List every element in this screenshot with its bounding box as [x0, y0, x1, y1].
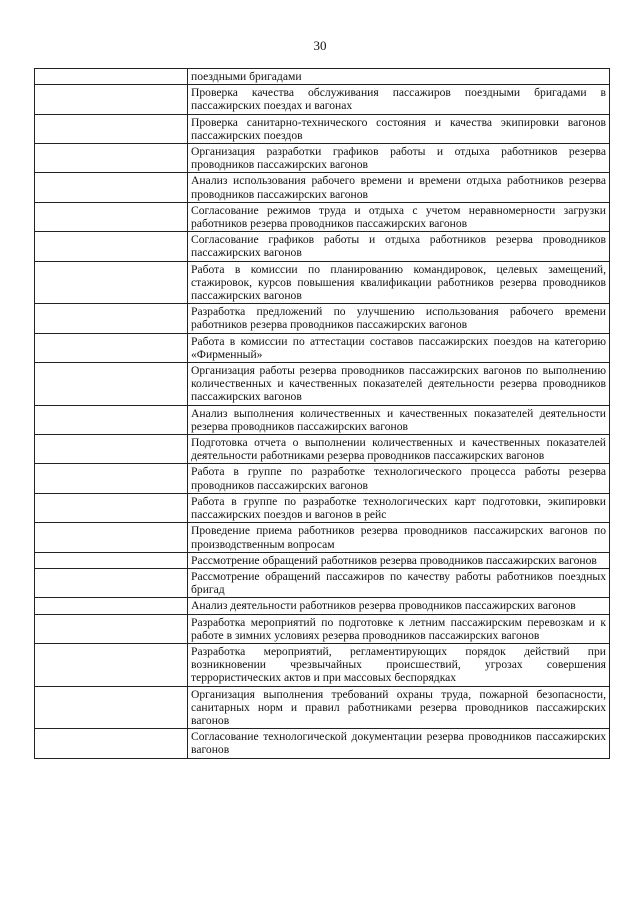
table-row — [35, 69, 610, 85]
duty-cell: Организация разработки графиков работы и отдыха работников резерва проводников пассажирских вагонов — [188, 144, 610, 173]
duty-cell: Согласование графиков работы и отдыха работников резерва проводников пассажирских вагонов — [188, 232, 610, 261]
table-row — [35, 686, 610, 729]
empty-left-cell — [35, 598, 188, 614]
empty-left-cell — [35, 405, 188, 434]
empty-left-cell — [35, 568, 188, 597]
duty-cell: Разработка мероприятий, регламентирующих порядок действий при возникновении чрезвычайных происшествий, угрозах совершения террористических актов и при массовых беспорядках — [188, 643, 610, 686]
empty-left-cell — [35, 261, 188, 304]
table-row — [35, 405, 610, 434]
table-row — [35, 493, 610, 522]
empty-left-cell — [35, 114, 188, 143]
duty-cell: Работа в комиссии по планированию командировок, целевых замещений, стажировок, курсов повышения квалификации работников резерва проводников пассажирских вагонов — [188, 261, 610, 304]
empty-left-cell — [35, 69, 188, 85]
table-row — [35, 261, 610, 304]
table-row — [35, 333, 610, 362]
empty-left-cell — [35, 493, 188, 522]
duty-cell: Анализ деятельности работников резерва проводников пассажирских вагонов — [188, 598, 610, 614]
duty-cell: Подготовка отчета о выполнении количественных и качественных показателей деятельности работниками резерва проводников пассажирских вагонов — [188, 435, 610, 464]
empty-left-cell — [35, 686, 188, 729]
duty-cell: Рассмотрение обращений работников резерва проводников пассажирских вагонов — [188, 552, 610, 568]
empty-left-cell — [35, 464, 188, 493]
table-row — [35, 729, 610, 758]
duty-cell: Проведение приема работников резерва проводников пассажирских вагонов по производственным вопросам — [188, 523, 610, 552]
empty-left-cell — [35, 729, 188, 758]
table-row — [35, 568, 610, 597]
duty-cell: поездными бригадами — [188, 69, 610, 85]
table-row — [35, 464, 610, 493]
empty-left-cell — [35, 144, 188, 173]
duty-cell: Согласование технологической документации резерва проводников пассажирских вагонов — [188, 729, 610, 758]
table-row — [35, 598, 610, 614]
duty-cell: Анализ выполнения количественных и качественных показателей деятельности резерва проводников пассажирских вагонов — [188, 405, 610, 434]
table-row — [35, 435, 610, 464]
empty-left-cell — [35, 523, 188, 552]
table-row — [35, 643, 610, 686]
empty-left-cell — [35, 643, 188, 686]
table-row — [35, 85, 610, 114]
table-row — [35, 523, 610, 552]
empty-left-cell — [35, 552, 188, 568]
empty-left-cell — [35, 202, 188, 231]
table-row — [35, 173, 610, 202]
duty-cell: Рассмотрение обращений пассажиров по качеству работы работников поездных бригад — [188, 568, 610, 597]
duty-cell: Работа в комиссии по аттестации составов пассажирских поездов на категорию «Фирменный» — [188, 333, 610, 362]
empty-left-cell — [35, 173, 188, 202]
empty-left-cell — [35, 363, 188, 406]
table-row — [35, 614, 610, 643]
duty-cell: Разработка предложений по улучшению использования рабочего времени работников резерва проводников пассажирских вагонов — [188, 304, 610, 333]
duty-cell: Работа в группе по разработке технологического процесса работы резерва проводников пассажирских вагонов — [188, 464, 610, 493]
empty-left-cell — [35, 333, 188, 362]
empty-left-cell — [35, 304, 188, 333]
empty-left-cell — [35, 435, 188, 464]
page-number: 30 — [313, 38, 327, 53]
table-row — [35, 363, 610, 406]
duty-cell: Проверка качества обслуживания пассажиров поездными бригадами в пассажирских поездах и вагонах — [188, 85, 610, 114]
empty-left-cell — [35, 232, 188, 261]
table-row — [35, 304, 610, 333]
table-row — [35, 114, 610, 143]
empty-left-cell — [35, 85, 188, 114]
table-body — [35, 69, 610, 759]
empty-left-cell — [35, 614, 188, 643]
table-row — [35, 552, 610, 568]
duty-cell: Разработка мероприятий по подготовке к летним пассажирским перевозкам и к работе в зимних условиях резерва проводников пассажирских вагонов — [188, 614, 610, 643]
duties-table — [34, 68, 610, 759]
table-row — [35, 202, 610, 231]
duty-cell: Организация работы резерва проводников пассажирских вагонов по выполнению количественных и качественных показателей деятельности резерва проводников пассажирских вагонов — [188, 363, 610, 406]
duty-cell: Согласование режимов труда и отдыха с учетом неравномерности загрузки работников резерва проводников пассажирских вагонов — [188, 202, 610, 231]
duty-cell: Работа в группе по разработке технологических карт подготовки, экипировки пассажирских поездов и вагонов в рейс — [188, 493, 610, 522]
duty-cell: Анализ использования рабочего времени и времени отдыха работников резерва проводников пассажирских вагонов — [188, 173, 610, 202]
duty-cell: Организация выполнения требований охраны труда, пожарной безопасности, санитарных норм и правил работниками резерва проводников пассажирских вагонов — [188, 686, 610, 729]
duty-cell: Проверка санитарно-технического состояния и качества экипировки вагонов пассажирских поездов — [188, 114, 610, 143]
table-row — [35, 144, 610, 173]
table-row — [35, 232, 610, 261]
